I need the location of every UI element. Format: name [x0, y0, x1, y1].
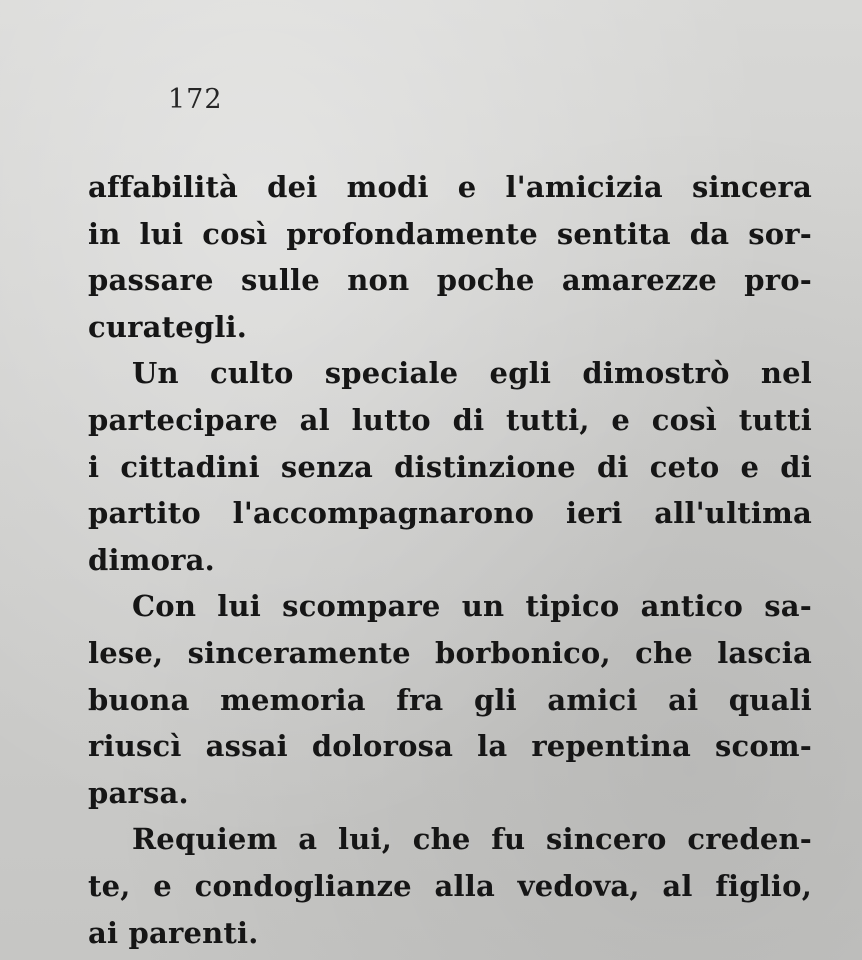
text-line: partito l'accompagnarono ieri all'ultima	[88, 496, 812, 531]
body-text	[88, 164, 812, 956]
text-line: Requiem a lui, che fu sincero creden-	[132, 822, 812, 857]
text-line: lese, sinceramente borbonico, che lascia	[88, 635, 812, 670]
text-line: Con lui scompare un tipico antico sa-	[132, 589, 812, 624]
text-line: in lui così profondamente sentita da sor-	[88, 216, 812, 251]
text-line: affabilità dei modi e l'amicizia sincera	[88, 170, 812, 204]
text-line: riuscì assai dolorosa la repentina scom-	[88, 729, 812, 764]
text-line: partecipare al lutto di tutti, e così tutti	[88, 402, 812, 437]
page-number: 172	[168, 84, 223, 115]
text-line: te, e condoglianze alla vedova, al figlio,	[88, 868, 812, 903]
text-line: buona memoria fra gli amici ai quali	[88, 682, 812, 717]
text-line: i cittadini senza distinzione di ceto e di	[88, 449, 812, 484]
text-line: Un culto speciale egli dimostrò nel	[132, 356, 812, 391]
text-line: passare sulle non poche amarezze pro-	[88, 263, 812, 298]
text-line: curategli.	[88, 309, 248, 344]
text-line: ai parenti.	[88, 915, 259, 950]
text-line: dimora.	[88, 542, 215, 577]
text-line: parsa.	[88, 775, 189, 810]
